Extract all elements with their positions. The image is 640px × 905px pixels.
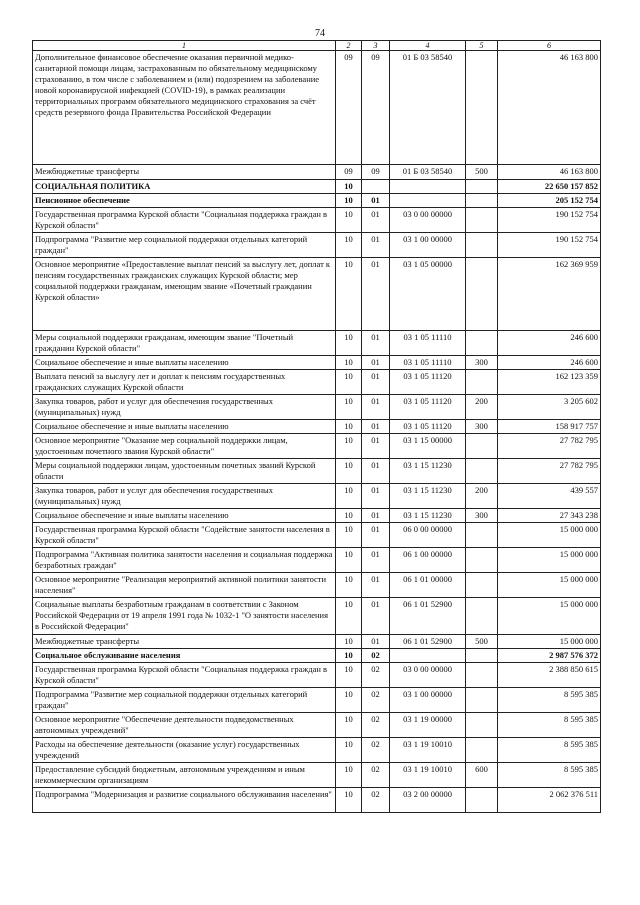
table-row — [33, 331, 601, 356]
table-row — [33, 51, 601, 165]
row-subsection: 01 — [362, 635, 390, 649]
row-expense-type — [466, 598, 498, 635]
row-amount: 158 917 757 — [498, 420, 601, 434]
row-section: 09 — [336, 165, 362, 180]
table-row — [33, 180, 601, 194]
row-target-article: 03 1 00 00000 — [390, 233, 466, 258]
row-amount: 162 369 959 — [498, 258, 601, 331]
row-target-article: 03 1 19 10010 — [390, 738, 466, 763]
row-subsection — [362, 180, 390, 194]
table-row — [33, 788, 601, 813]
row-subsection: 01 — [362, 523, 390, 548]
column-number: 3 — [362, 41, 390, 51]
table-row — [33, 523, 601, 548]
row-name: Основное мероприятие «Предоставление выплат пенсий за выслугу лет, доплат к пенсиям государственных гражданских служащих Курской области; мер социальной поддержки гражданам, имеющим звание «Почетный гражданин Курской области» — [33, 258, 336, 331]
row-amount: 162 123 359 — [498, 370, 601, 395]
row-target-article: 03 0 00 00000 — [390, 208, 466, 233]
budget-table — [32, 40, 601, 813]
row-name: Межбюджетные трансферты — [33, 635, 336, 649]
row-section: 10 — [336, 573, 362, 598]
row-subsection: 01 — [362, 395, 390, 420]
row-target-article: 03 1 15 00000 — [390, 434, 466, 459]
row-target-article — [390, 194, 466, 208]
row-section: 10 — [336, 331, 362, 356]
table-row — [33, 598, 601, 635]
table-row — [33, 663, 601, 688]
row-subsection: 01 — [362, 208, 390, 233]
row-section: 10 — [336, 356, 362, 370]
row-subsection: 02 — [362, 713, 390, 738]
row-amount: 15 000 000 — [498, 635, 601, 649]
row-expense-type — [466, 738, 498, 763]
row-target-article: 03 2 00 00000 — [390, 788, 466, 813]
row-expense-type: 300 — [466, 509, 498, 523]
row-name: Закупка товаров, работ и услуг для обеспечения государственных (муниципальных) нужд — [33, 395, 336, 420]
row-expense-type: 500 — [466, 165, 498, 180]
row-target-article: 03 1 19 00000 — [390, 713, 466, 738]
row-section: 10 — [336, 208, 362, 233]
row-amount: 15 000 000 — [498, 523, 601, 548]
row-section: 10 — [336, 484, 362, 509]
row-subsection: 01 — [362, 484, 390, 509]
row-target-article: 06 0 00 00000 — [390, 523, 466, 548]
row-section: 10 — [336, 688, 362, 713]
row-name: Государственная программа Курской области "Социальная поддержка граждан в Курской области" — [33, 208, 336, 233]
row-subsection: 02 — [362, 688, 390, 713]
row-name: Межбюджетные трансферты — [33, 165, 336, 180]
page-number: 74 — [315, 28, 325, 39]
row-name: Социальное обслуживание населения — [33, 649, 336, 663]
row-section: 10 — [336, 523, 362, 548]
row-amount: 8 595 385 — [498, 763, 601, 788]
row-target-article: 03 1 15 11230 — [390, 459, 466, 484]
table-row — [33, 194, 601, 208]
row-target-article: 03 1 19 10010 — [390, 763, 466, 788]
row-target-article: 03 1 05 11110 — [390, 331, 466, 356]
row-expense-type: 300 — [466, 420, 498, 434]
row-section: 10 — [336, 434, 362, 459]
table-row — [33, 395, 601, 420]
row-name: Подпрограмма "Модернизация и развитие социального обслуживания населения" — [33, 788, 336, 813]
row-target-article: 03 1 05 11120 — [390, 395, 466, 420]
row-expense-type: 200 — [466, 395, 498, 420]
table-body — [33, 41, 601, 813]
table-row — [33, 459, 601, 484]
row-section: 10 — [336, 635, 362, 649]
table-row — [33, 434, 601, 459]
row-target-article: 01 Б 03 58540 — [390, 51, 466, 165]
table-row — [33, 258, 601, 331]
row-name: Дополнительное финансовое обеспечение оказания первичной медико-санитарной помощи лицам, застрахованным по обязательному медицинскому страхованию, в том числе с заболеванием и (или) подозрением на заболевание новой коронавирусной инфекцией (COVID-19), в рамках реализации территориальных программ обязательного медицинского страхования за счёт средств резервного фонда Правительства Российской Федерации — [33, 51, 336, 165]
row-expense-type — [466, 788, 498, 813]
row-amount: 27 782 795 — [498, 434, 601, 459]
row-amount: 27 343 238 — [498, 509, 601, 523]
row-section: 10 — [336, 180, 362, 194]
row-section: 09 — [336, 51, 362, 165]
row-amount: 15 000 000 — [498, 598, 601, 635]
row-section: 10 — [336, 598, 362, 635]
row-expense-type — [466, 523, 498, 548]
row-expense-type — [466, 233, 498, 258]
table-row — [33, 356, 601, 370]
row-name: Расходы на обеспечение деятельности (оказание услуг) государственных учреждений — [33, 738, 336, 763]
row-subsection: 01 — [362, 258, 390, 331]
row-expense-type: 200 — [466, 484, 498, 509]
row-amount: 439 557 — [498, 484, 601, 509]
row-name: Меры социальной поддержки гражданам, имеющим звание "Почетный гражданин Курской области" — [33, 331, 336, 356]
row-expense-type — [466, 548, 498, 573]
row-subsection: 09 — [362, 51, 390, 165]
row-target-article — [390, 180, 466, 194]
table-row — [33, 208, 601, 233]
row-subsection: 01 — [362, 194, 390, 208]
row-target-article: 06 1 01 52900 — [390, 635, 466, 649]
row-target-article: 01 Б 03 58540 — [390, 165, 466, 180]
row-name: Социальные выплаты безработным гражданам в соответствии с Законом Российской Федерации от 19 апреля 1991 года № 1032-1 "О занятости населения в Российской Федерации" — [33, 598, 336, 635]
row-amount: 8 595 385 — [498, 713, 601, 738]
row-amount: 46 163 800 — [498, 51, 601, 165]
table-row — [33, 484, 601, 509]
row-section: 10 — [336, 258, 362, 331]
row-name: СОЦИАЛЬНАЯ ПОЛИТИКА — [33, 180, 336, 194]
row-expense-type — [466, 180, 498, 194]
row-name: Закупка товаров, работ и услуг для обеспечения государственных (муниципальных) нужд — [33, 484, 336, 509]
row-section: 10 — [336, 395, 362, 420]
column-number: 2 — [336, 41, 362, 51]
row-section: 10 — [336, 459, 362, 484]
row-expense-type — [466, 208, 498, 233]
row-expense-type — [466, 331, 498, 356]
row-target-article: 03 1 05 11110 — [390, 356, 466, 370]
row-section: 10 — [336, 738, 362, 763]
row-target-article: 03 1 15 11230 — [390, 509, 466, 523]
row-section: 10 — [336, 548, 362, 573]
row-target-article: 03 1 15 11230 — [390, 484, 466, 509]
row-amount: 246 600 — [498, 356, 601, 370]
row-expense-type — [466, 688, 498, 713]
row-amount: 2 388 850 615 — [498, 663, 601, 688]
row-expense-type — [466, 459, 498, 484]
row-name: Государственная программа Курской области "Содействие занятости населения в Курской области" — [33, 523, 336, 548]
table-row — [33, 713, 601, 738]
table-row — [33, 738, 601, 763]
row-subsection: 01 — [362, 233, 390, 258]
row-amount: 2 987 576 372 — [498, 649, 601, 663]
row-section: 10 — [336, 649, 362, 663]
row-amount: 27 782 795 — [498, 459, 601, 484]
table-row — [33, 573, 601, 598]
row-section: 10 — [336, 763, 362, 788]
row-target-article: 06 1 00 00000 — [390, 548, 466, 573]
row-name: Пенсионное обеспечение — [33, 194, 336, 208]
row-subsection: 01 — [362, 459, 390, 484]
row-subsection: 01 — [362, 434, 390, 459]
row-amount: 205 152 754 — [498, 194, 601, 208]
row-subsection: 02 — [362, 649, 390, 663]
table-row — [33, 420, 601, 434]
row-expense-type — [466, 649, 498, 663]
row-expense-type — [466, 434, 498, 459]
row-subsection: 01 — [362, 420, 390, 434]
row-target-article: 03 1 05 00000 — [390, 258, 466, 331]
row-amount: 46 163 800 — [498, 165, 601, 180]
column-number-row — [33, 41, 601, 51]
table-row — [33, 509, 601, 523]
row-section: 10 — [336, 663, 362, 688]
row-section: 10 — [336, 788, 362, 813]
row-name: Подпрограмма "Развитие мер социальной поддержки отдельных категорий граждан" — [33, 688, 336, 713]
table-row — [33, 165, 601, 180]
row-amount: 190 152 754 — [498, 233, 601, 258]
table-row — [33, 548, 601, 573]
row-name: Основное мероприятие "Обеспечение деятельности подведомственных автономных учреждений" — [33, 713, 336, 738]
row-target-article: 03 0 00 00000 — [390, 663, 466, 688]
row-subsection: 01 — [362, 370, 390, 395]
row-target-article: 06 1 01 00000 — [390, 573, 466, 598]
row-section: 10 — [336, 370, 362, 395]
row-name: Подпрограмма "Развитие мер социальной поддержки отдельных категорий граждан" — [33, 233, 336, 258]
row-amount: 2 062 376 511 — [498, 788, 601, 813]
row-target-article: 03 1 05 11120 — [390, 420, 466, 434]
row-expense-type: 600 — [466, 763, 498, 788]
row-name: Социальное обеспечение и иные выплаты населению — [33, 420, 336, 434]
row-name: Предоставление субсидий бюджетным, автономным учреждениям и иным некоммерческим организациям — [33, 763, 336, 788]
row-section: 10 — [336, 509, 362, 523]
row-amount: 15 000 000 — [498, 548, 601, 573]
table-row — [33, 635, 601, 649]
row-expense-type — [466, 370, 498, 395]
row-amount: 8 595 385 — [498, 738, 601, 763]
row-amount: 22 650 157 852 — [498, 180, 601, 194]
row-target-article: 03 1 05 11120 — [390, 370, 466, 395]
table-row — [33, 688, 601, 713]
row-name: Меры социальной поддержки лицам, удостоенным почетных званий Курской области — [33, 459, 336, 484]
row-subsection: 01 — [362, 331, 390, 356]
row-expense-type — [466, 573, 498, 598]
row-subsection: 01 — [362, 573, 390, 598]
row-subsection: 01 — [362, 548, 390, 573]
row-subsection: 02 — [362, 788, 390, 813]
row-amount: 3 205 602 — [498, 395, 601, 420]
row-subsection: 01 — [362, 356, 390, 370]
row-name: Государственная программа Курской области "Социальная поддержка граждан в Курской области" — [33, 663, 336, 688]
row-amount: 190 152 754 — [498, 208, 601, 233]
table-row — [33, 233, 601, 258]
row-amount: 246 600 — [498, 331, 601, 356]
row-amount: 15 000 000 — [498, 573, 601, 598]
row-name: Социальное обеспечение и иные выплаты населению — [33, 509, 336, 523]
row-name: Основное мероприятие "Оказание мер социальной поддержки лицам, удостоенным почетного звания Курской области" — [33, 434, 336, 459]
row-subsection: 02 — [362, 763, 390, 788]
row-name: Социальное обеспечение и иные выплаты населению — [33, 356, 336, 370]
row-expense-type — [466, 713, 498, 738]
row-expense-type — [466, 258, 498, 331]
row-section: 10 — [336, 420, 362, 434]
column-number: 6 — [498, 41, 601, 51]
row-expense-type: 500 — [466, 635, 498, 649]
row-target-article: 03 1 00 00000 — [390, 688, 466, 713]
row-name: Выплата пенсий за выслугу лет и доплат к пенсиям государственных гражданских служащих Курской области — [33, 370, 336, 395]
row-expense-type: 300 — [466, 356, 498, 370]
row-expense-type — [466, 663, 498, 688]
row-subsection: 01 — [362, 598, 390, 635]
row-expense-type — [466, 194, 498, 208]
row-amount: 8 595 385 — [498, 688, 601, 713]
row-subsection: 09 — [362, 165, 390, 180]
row-section: 10 — [336, 713, 362, 738]
row-subsection: 02 — [362, 663, 390, 688]
table-row — [33, 649, 601, 663]
column-number: 4 — [390, 41, 466, 51]
row-expense-type — [466, 51, 498, 165]
row-name: Подпрограмма "Активная политика занятости населения и социальная поддержка безработных граждан" — [33, 548, 336, 573]
row-subsection: 01 — [362, 509, 390, 523]
column-number: 5 — [466, 41, 498, 51]
table-row — [33, 370, 601, 395]
row-subsection: 02 — [362, 738, 390, 763]
column-number: 1 — [33, 41, 336, 51]
row-section: 10 — [336, 233, 362, 258]
row-target-article: 06 1 01 52900 — [390, 598, 466, 635]
table-row — [33, 763, 601, 788]
row-name: Основное мероприятие "Реализация мероприятий активной политики занятости населения" — [33, 573, 336, 598]
row-target-article — [390, 649, 466, 663]
row-section: 10 — [336, 194, 362, 208]
